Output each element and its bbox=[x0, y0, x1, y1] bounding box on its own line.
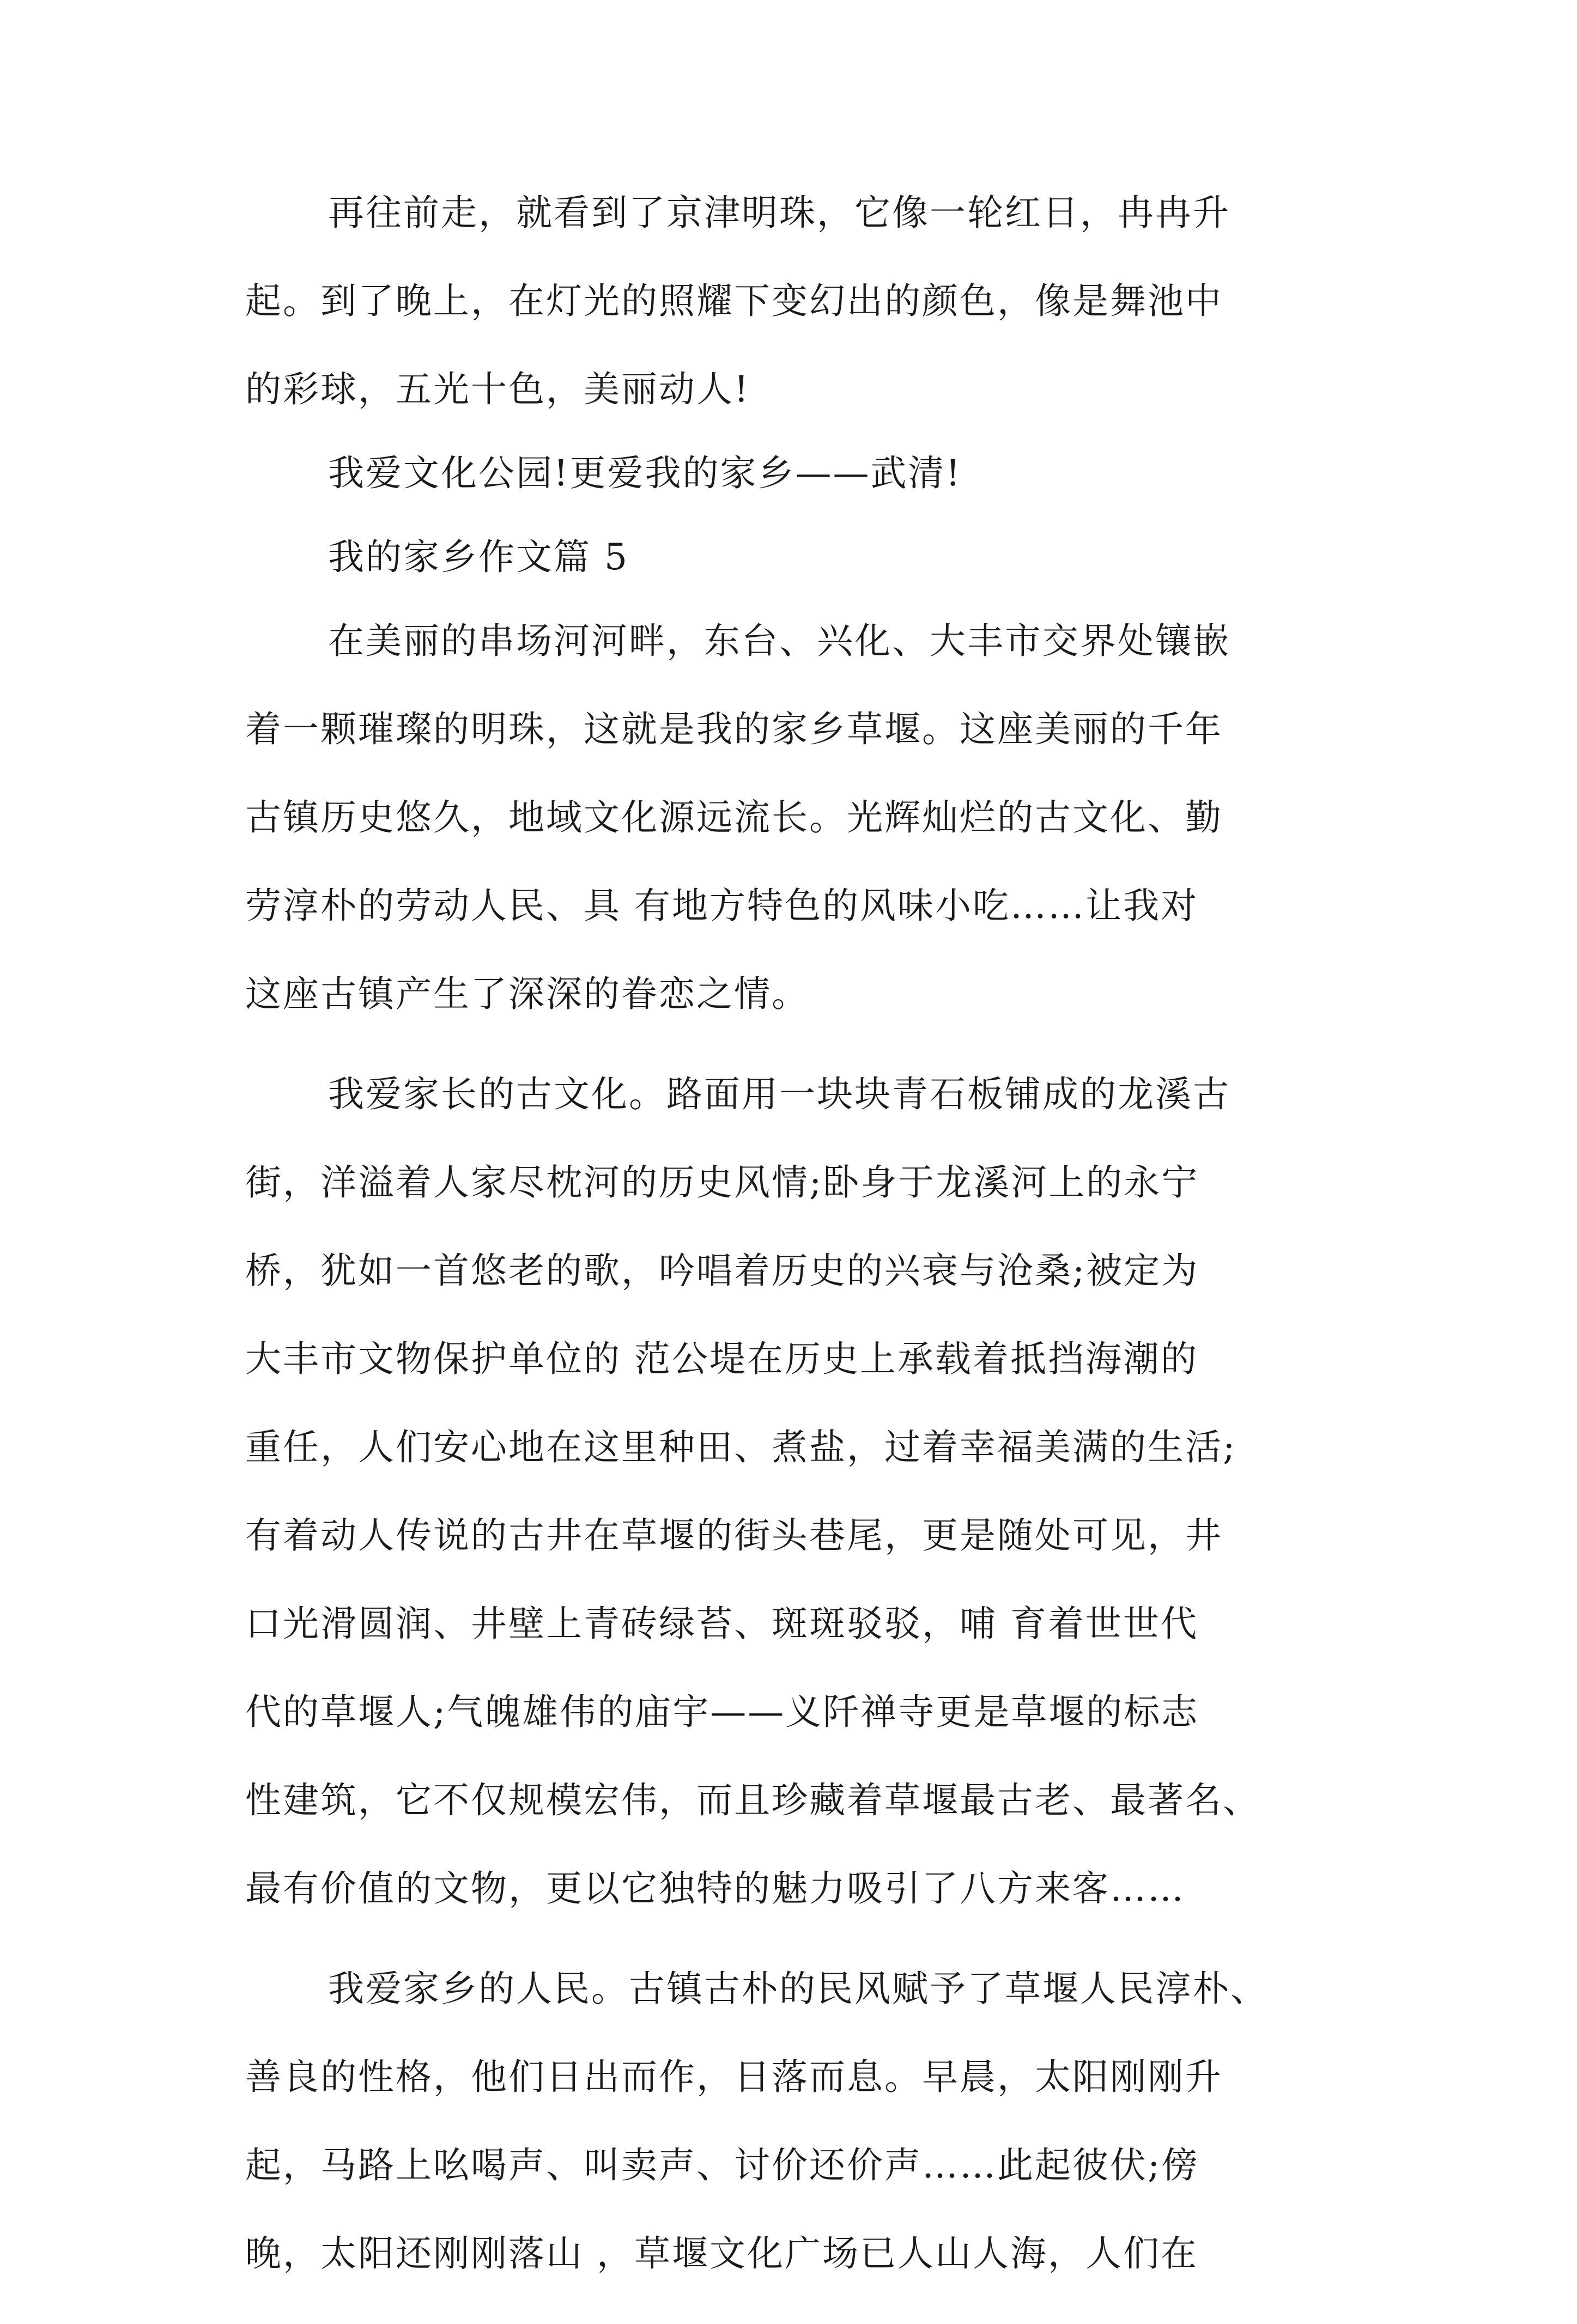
text-line: 代的草堰人;气魄雄伟的庙宇——义阡禅寺更是草堰的标志 bbox=[245, 1691, 1199, 1733]
text-line: 的彩球，五光十色，美丽动人! bbox=[245, 368, 750, 410]
text-line: 街，洋溢着人家尽枕河的历史风情;卧身于龙溪河上的永宁 bbox=[245, 1161, 1199, 1203]
text-line: 善良的性格，他们日出而作，日落而息。早晨，太阳刚刚升 bbox=[245, 2056, 1223, 2098]
section-heading: 我的家乡作文篇 5 bbox=[328, 536, 629, 578]
text-line: 起。到了晚上，在灯光的照耀下变幻出的颜色，像是舞池中 bbox=[245, 280, 1223, 322]
text-line: 性建筑，它不仅规模宏伟，而且珍藏着草堰最古老、最著名、 bbox=[245, 1779, 1260, 1821]
text-line: 起，马路上吆喝声、叫卖声、讨价还价声……此起彼伏;傍 bbox=[245, 2144, 1199, 2186]
text-line: 我爱家长的古文化。路面用一块块青石板铺成的龙溪古 bbox=[328, 1073, 1230, 1115]
text-line: 劳淳朴的劳动人民、具 有地方特色的风味小吃……让我对 bbox=[245, 885, 1198, 927]
text-line: 晚，太阳还刚刚落山 ，草堰文化广场已人山人海，人们在 bbox=[245, 2232, 1198, 2274]
text-line: 有着动人传说的古井在草堰的街头巷尾，更是随处可见，井 bbox=[245, 1514, 1223, 1556]
text-line: 桥，犹如一首悠老的歌，吟唱着历史的兴衰与沧桑;被定为 bbox=[245, 1250, 1199, 1292]
document-body bbox=[245, 192, 1346, 2324]
text-line: 我爱文化公园!更爱我的家乡——武清! bbox=[328, 452, 962, 494]
text-line: 我爱家乡的人民。古镇古朴的民风赋予了草堰人民淳朴、 bbox=[328, 1968, 1268, 2010]
text-line: 大丰市文物保护单位的 范公堤在历史上承载着抵挡海潮的 bbox=[245, 1338, 1198, 1380]
text-line: 最有价值的文物，更以它独特的魅力吸引了八方来客…… bbox=[245, 1867, 1185, 1909]
text-line: 重任，人们安心地在这里种田、煮盐，过着幸福美满的生活; bbox=[245, 1426, 1237, 1468]
text-line: 口光滑圆润、井壁上青砖绿苔、斑斑驳驳，哺 育着世世代 bbox=[245, 1603, 1198, 1645]
text-line: 在美丽的串场河河畔，东台、兴化、大丰市交界处镶嵌 bbox=[328, 620, 1230, 662]
text-line: 着一颗璀璨的明珠，这就是我的家乡草堰。这座美丽的千年 bbox=[245, 708, 1223, 750]
text-line: 再往前走，就看到了京津明珠，它像一轮红日，冉冉升 bbox=[328, 192, 1230, 234]
text-line: 这座古镇产生了深深的眷恋之情。 bbox=[245, 973, 809, 1015]
text-line: 古镇历史悠久，地域文化源远流长。光辉灿烂的古文化、勤 bbox=[245, 796, 1223, 838]
